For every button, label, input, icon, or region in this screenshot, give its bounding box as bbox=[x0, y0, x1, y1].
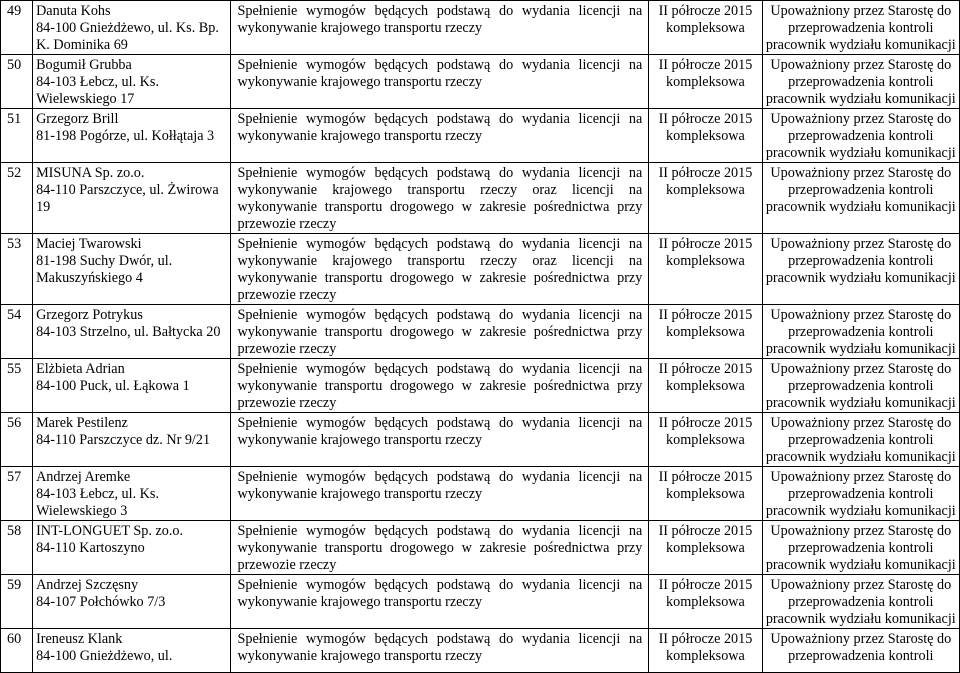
inspection-period bbox=[649, 521, 762, 575]
authorized-line: pracownik wydziału komunikacji bbox=[765, 341, 956, 357]
table-row bbox=[1, 55, 960, 109]
row-number: 52 bbox=[1, 163, 33, 234]
period-label: II półrocze 2015 bbox=[658, 631, 753, 647]
period-label: II półrocze 2015 bbox=[658, 307, 753, 323]
authorized-line: pracownik wydziału komunikacji bbox=[765, 37, 956, 53]
row-number: 51 bbox=[1, 109, 33, 163]
entity-name: INT-LONGUET Sp. zo.o. bbox=[36, 523, 184, 539]
table-row bbox=[1, 109, 960, 163]
authorized-line: Upoważniony przez Starostę do bbox=[770, 523, 952, 539]
inspection-period bbox=[649, 305, 762, 359]
table-row bbox=[1, 629, 960, 673]
authorized-line: Upoważniony przez Starostę do bbox=[770, 307, 952, 323]
entity-address-line: 84-100 Gnieżdżewo, ul. Ks. Bp. bbox=[36, 20, 219, 36]
inspection-type: kompleksowa bbox=[666, 486, 745, 502]
authorized-line: pracownik wydziału komunikacji bbox=[765, 270, 956, 286]
authorized-line: Upoważniony przez Starostę do bbox=[770, 57, 952, 73]
row-number: 56 bbox=[1, 413, 33, 467]
entity-name: Grzegorz Potrykus bbox=[36, 307, 143, 323]
entity-name: Marek Pestilenz bbox=[36, 415, 128, 431]
inspection-scope: Spełnienie wymogów będących podstawą do wydania licencji na wykonywanie krajowego transportu rzeczy bbox=[231, 1, 649, 55]
row-number: 55 bbox=[1, 359, 33, 413]
row-number: 57 bbox=[1, 467, 33, 521]
entity-name-address bbox=[33, 521, 231, 575]
inspection-period bbox=[649, 163, 762, 234]
table-row bbox=[1, 359, 960, 413]
entity-address-line: Wielewskiego 17 bbox=[36, 91, 135, 107]
authorized-line: pracownik wydziału komunikacji bbox=[765, 91, 956, 107]
authorized-inspector bbox=[762, 413, 959, 467]
entity-address-line: 84-100 Gnieżdżewo, ul. bbox=[36, 648, 173, 664]
authorized-line: Upoważniony przez Starostę do bbox=[770, 469, 952, 485]
table-body bbox=[1, 1, 960, 673]
period-label: II półrocze 2015 bbox=[658, 3, 753, 19]
authorized-line: pracownik wydziału komunikacji bbox=[765, 611, 956, 627]
inspection-scope: Spełnienie wymogów będących podstawą do wydania licencji na wykonywanie krajowego transportu rzeczy oraz licencji na wykonywanie transportu drogowego w zakresie pośrednictwa przy przewozie rzeczy bbox=[231, 163, 649, 234]
authorized-inspector bbox=[762, 629, 959, 673]
inspection-period bbox=[649, 109, 762, 163]
entity-address-line: 84-110 Parszczyce dz. Nr 9/21 bbox=[36, 432, 211, 448]
entity-address-line: 84-100 Puck, ul. Łąkowa 1 bbox=[36, 378, 190, 394]
authorized-line: Upoważniony przez Starostę do bbox=[770, 165, 952, 181]
entity-name-address bbox=[33, 1, 231, 55]
authorized-inspector bbox=[762, 109, 959, 163]
inspection-type: kompleksowa bbox=[666, 540, 745, 556]
authorized-line: pracownik wydziału komunikacji bbox=[765, 145, 956, 161]
entity-address-line: 81-198 Pogórze, ul. Kołłątaja 3 bbox=[36, 128, 215, 144]
period-label: II półrocze 2015 bbox=[658, 165, 753, 181]
inspection-period bbox=[649, 629, 762, 673]
authorized-line: Upoważniony przez Starostę do bbox=[770, 577, 952, 593]
row-number: 54 bbox=[1, 305, 33, 359]
inspection-period bbox=[649, 55, 762, 109]
entity-address-line: Wielewskiego 3 bbox=[36, 503, 128, 519]
inspection-scope: Spełnienie wymogów będących podstawą do wydania licencji na wykonywanie krajowego transportu rzeczy bbox=[231, 575, 649, 629]
inspection-scope: Spełnienie wymogów będących podstawą do wydania licencji na wykonywanie krajowego transportu rzeczy bbox=[231, 413, 649, 467]
authorized-line: Upoważniony przez Starostę do bbox=[770, 415, 952, 431]
inspection-scope: Spełnienie wymogów będących podstawą do wydania licencji na wykonywanie krajowego transportu rzeczy bbox=[231, 55, 649, 109]
inspection-period bbox=[649, 575, 762, 629]
inspection-type: kompleksowa bbox=[666, 20, 745, 36]
authorized-line: pracownik wydziału komunikacji bbox=[765, 199, 956, 215]
entity-address-line: 84-110 Kartoszyno bbox=[36, 540, 145, 556]
row-number: 59 bbox=[1, 575, 33, 629]
inspection-scope: Spełnienie wymogów będących podstawą do wydania licencji na wykonywanie transportu drogowego w zakresie pośrednictwa przy przewozie rzeczy bbox=[231, 521, 649, 575]
entity-address-line: 84-103 Łebcz, ul. Ks. bbox=[36, 486, 159, 502]
authorized-line: pracownik wydziału komunikacji bbox=[765, 449, 956, 465]
entity-name-address bbox=[33, 305, 231, 359]
row-number: 49 bbox=[1, 1, 33, 55]
inspection-type: kompleksowa bbox=[666, 594, 745, 610]
authorized-line: przeprowadzenia kontroli bbox=[788, 182, 934, 198]
entity-name-address bbox=[33, 234, 231, 305]
entity-address-line: 81-198 Suchy Dwór, ul. bbox=[36, 253, 173, 269]
authorized-line: przeprowadzenia kontroli bbox=[788, 20, 934, 36]
inspection-type: kompleksowa bbox=[666, 324, 745, 340]
inspection-type: kompleksowa bbox=[666, 378, 745, 394]
authorized-line: Upoważniony przez Starostę do bbox=[770, 631, 952, 647]
entity-name: Maciej Twarowski bbox=[36, 236, 142, 252]
inspection-scope: Spełnienie wymogów będących podstawą do wydania licencji na wykonywanie transportu drogowego w zakresie pośrednictwa przy przewozie rzeczy bbox=[231, 359, 649, 413]
entity-address-line: K. Dominika 69 bbox=[36, 37, 128, 53]
inspection-type: kompleksowa bbox=[666, 182, 745, 198]
entity-address-line: 84-103 Łebcz, ul. Ks. bbox=[36, 74, 159, 90]
authorized-inspector bbox=[762, 575, 959, 629]
inspection-period bbox=[649, 467, 762, 521]
authorized-line: Upoważniony przez Starostę do bbox=[770, 111, 952, 127]
inspection-type: kompleksowa bbox=[666, 648, 745, 664]
inspection-period bbox=[649, 1, 762, 55]
period-label: II półrocze 2015 bbox=[658, 415, 753, 431]
period-label: II półrocze 2015 bbox=[658, 469, 753, 485]
entity-name-address bbox=[33, 575, 231, 629]
authorized-inspector bbox=[762, 305, 959, 359]
row-number: 60 bbox=[1, 629, 33, 673]
entity-address-line: 84-103 Strzelno, ul. Bałtycka 20 bbox=[36, 324, 221, 340]
table-row bbox=[1, 467, 960, 521]
inspection-scope: Spełnienie wymogów będących podstawą do wydania licencji na wykonywanie krajowego transportu rzeczy oraz licencji na wykonywanie transportu drogowego w zakresie pośrednictwa przy przewozie rzeczy bbox=[231, 234, 649, 305]
entity-name-address bbox=[33, 467, 231, 521]
authorized-line: przeprowadzenia kontroli bbox=[788, 128, 934, 144]
table-row bbox=[1, 575, 960, 629]
authorized-inspector bbox=[762, 467, 959, 521]
inspection-scope: Spełnienie wymogów będących podstawą do wydania licencji na wykonywanie krajowego transportu rzeczy bbox=[231, 109, 649, 163]
authorized-line: przeprowadzenia kontroli bbox=[788, 486, 934, 502]
entity-name-address bbox=[33, 359, 231, 413]
inspection-period bbox=[649, 413, 762, 467]
authorized-inspector bbox=[762, 55, 959, 109]
authorized-line: Upoważniony przez Starostę do bbox=[770, 3, 952, 19]
authorized-line: przeprowadzenia kontroli bbox=[788, 324, 934, 340]
inspection-type: kompleksowa bbox=[666, 253, 745, 269]
inspection-type: kompleksowa bbox=[666, 432, 745, 448]
table-row bbox=[1, 413, 960, 467]
authorized-line: przeprowadzenia kontroli bbox=[788, 540, 934, 556]
entity-name-address bbox=[33, 109, 231, 163]
authorized-line: przeprowadzenia kontroli bbox=[788, 253, 934, 269]
table-row bbox=[1, 521, 960, 575]
authorized-line: Upoważniony przez Starostę do bbox=[770, 361, 952, 377]
entity-name-address bbox=[33, 413, 231, 467]
authorized-line: pracownik wydziału komunikacji bbox=[765, 557, 956, 573]
entity-name: Ireneusz Klank bbox=[36, 631, 123, 647]
entity-name: Bogumił Grubba bbox=[36, 57, 132, 73]
row-number: 58 bbox=[1, 521, 33, 575]
authorized-inspector bbox=[762, 359, 959, 413]
row-number: 50 bbox=[1, 55, 33, 109]
authorized-line: pracownik wydziału komunikacji bbox=[765, 503, 956, 519]
inspection-type: kompleksowa bbox=[666, 128, 745, 144]
entity-address-line: Makuszyńskiego 4 bbox=[36, 270, 143, 286]
row-number: 53 bbox=[1, 234, 33, 305]
entity-name-address bbox=[33, 163, 231, 234]
authorized-inspector bbox=[762, 1, 959, 55]
entity-name-address bbox=[33, 629, 231, 673]
period-label: II półrocze 2015 bbox=[658, 523, 753, 539]
authorized-line: przeprowadzenia kontroli bbox=[788, 594, 934, 610]
period-label: II półrocze 2015 bbox=[658, 577, 753, 593]
entity-address-line: 84-110 Parszczyce, ul. Żwirowa bbox=[36, 182, 219, 198]
inspection-scope: Spełnienie wymogów będących podstawą do wydania licencji na wykonywanie krajowego transportu rzeczy bbox=[231, 629, 649, 673]
inspection-period bbox=[649, 234, 762, 305]
authorized-line: przeprowadzenia kontroli bbox=[788, 74, 934, 90]
inspection-scope: Spełnienie wymogów będących podstawą do wydania licencji na wykonywanie krajowego transportu rzeczy bbox=[231, 467, 649, 521]
period-label: II półrocze 2015 bbox=[658, 111, 753, 127]
entity-name: MISUNA Sp. zo.o. bbox=[36, 165, 145, 181]
entity-name: Grzegorz Brill bbox=[36, 111, 119, 127]
authorized-line: przeprowadzenia kontroli bbox=[788, 432, 934, 448]
authorized-line: przeprowadzenia kontroli bbox=[788, 648, 934, 664]
table-row bbox=[1, 1, 960, 55]
authorized-inspector bbox=[762, 163, 959, 234]
inspection-period bbox=[649, 359, 762, 413]
authorized-inspector bbox=[762, 521, 959, 575]
table-row bbox=[1, 305, 960, 359]
authorized-line: pracownik wydziału komunikacji bbox=[765, 395, 956, 411]
inspection-scope: Spełnienie wymogów będących podstawą do wydania licencji na wykonywanie transportu drogowego w zakresie pośrednictwa przy przewozie rzeczy bbox=[231, 305, 649, 359]
entity-name: Danuta Kohs bbox=[36, 3, 111, 19]
table-row bbox=[1, 163, 960, 234]
entity-address-line: 19 bbox=[36, 199, 51, 215]
table-row bbox=[1, 234, 960, 305]
authorized-line: Upoważniony przez Starostę do bbox=[770, 236, 952, 252]
entity-name: Elżbieta Adrian bbox=[36, 361, 125, 377]
entity-name: Andrzej Aremke bbox=[36, 469, 131, 485]
entity-name: Andrzej Szczęsny bbox=[36, 577, 139, 593]
entity-address-line: 84-107 Połchówko 7/3 bbox=[36, 594, 166, 610]
period-label: II półrocze 2015 bbox=[658, 236, 753, 252]
authorized-line: przeprowadzenia kontroli bbox=[788, 378, 934, 394]
period-label: II półrocze 2015 bbox=[658, 361, 753, 377]
authorized-inspector bbox=[762, 234, 959, 305]
period-label: II półrocze 2015 bbox=[658, 57, 753, 73]
entity-name-address bbox=[33, 55, 231, 109]
inspection-type: kompleksowa bbox=[666, 74, 745, 90]
